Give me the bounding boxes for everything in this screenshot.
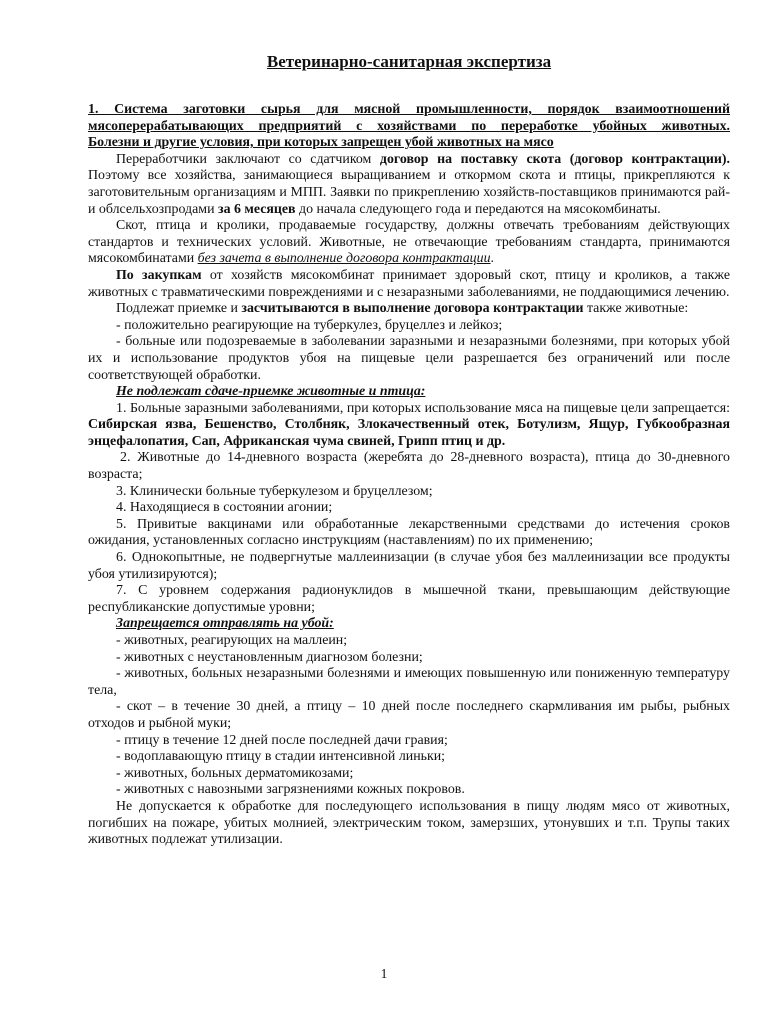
section-heading-line-2: мясоперерабатывающих предприятий с хозяйствами по переработке убойных животных. (88, 118, 730, 134)
list-item: 4. Находящиеся в состоянии агонии; (116, 500, 333, 516)
forbidden-heading: Запрещается отправлять на убой: (116, 616, 334, 632)
list-item: - водоплавающую птицу в стадии интенсивной линьки; (116, 749, 446, 765)
bold-term: договор на поставку скота (договор контрактации). (379, 151, 730, 167)
list-item: - животных, больных незаразными болезнями и имеющих повышенную или пониженную температуру тела, (88, 666, 730, 698)
page-number: 1 (380, 966, 388, 981)
bold-disease-list: Сибирская язва, Бешенство, Столбняк, Злокачественный отек, Ботулизм, Ящур, Губкообразная энцефалопатия, Сап, Африканская чума свиней, Грипп птиц и др. (88, 417, 730, 449)
paragraph-text: Подлежат приемке и (116, 301, 242, 317)
paragraph-text: Скот, птица и кролики, продаваемые государству, должны отвечать требованиям действующих стандартов и технических условий. Животные, не отвечающие требованиям стандарта, принимаются мясокомбинатами (88, 218, 730, 267)
paragraph-text: Переработчики заключают со сдатчиком (116, 151, 380, 167)
list-item: - птицу в течение 12 дней после последней дачи гравия; (116, 732, 448, 748)
list-item: - больные или подозреваемые в заболевании заразными и незаразными болезнями, при которых убой их и использование продуктов убоя на пищевые цели разрешается без ограничений или после соответствующей обработки. (88, 334, 730, 383)
section-heading-line-3: Болезни и другие условия, при которых запрещен убой животных на мясо (88, 135, 554, 151)
list-item (88, 401, 730, 451)
document-title: Ветеринарно-санитарная экспертиза (266, 52, 552, 71)
list-item: - животных, реагирующих на маллеин; (116, 633, 348, 648)
list-item: 7. С уровнем содержания радионуклидов в мышечной ткани, превышающим действующие республиканские допустимые уровни; (88, 583, 730, 615)
underlined-italic-phrase: без зачета в выполнение договора контрактации (197, 251, 491, 267)
not-accepted-heading: Не подлежат сдаче-приемке животные и птица: (116, 384, 426, 400)
paragraph-final: Не допускается к обработке для последующего использования в пищу людям мясо от животных, погибших на пожаре, убитых молнией, электрическим током, замерзших, утонувших и т.п. Трупы таких животных подлежат утилизации. (88, 798, 730, 848)
paragraph-contract (88, 152, 730, 218)
list-item: 3. Клинически больные туберкулезом и бруцеллезом; (116, 483, 433, 499)
list-item: - скот – в течение 30 дней, а птицу – 10 дней после последнего скармливания им рыбы, рыбных отходов и рыбной муки; (88, 699, 730, 731)
bold-term: за 6 месяцев (217, 201, 296, 217)
list-item: - положительно реагирующие на туберкулез, бруцеллез и лейкоз; (116, 317, 503, 333)
list-item: 6. Однокопытные, не подвергнутые маллеинизации (в случае убоя без маллеинизации все продукты убоя утилизируются); (88, 550, 730, 582)
bold-term: По закупкам (116, 267, 202, 283)
paragraph-text: от хозяйств мясокомбинат принимает здоровый скот, птицу и кроликов, а также животных с травматическими повреждениями и с незаразными заболеваниями, не поддающимися лечению. (88, 267, 730, 300)
paragraph-accepted-intro (88, 301, 730, 318)
list-item: - животных с навозными загрязнениями кожных покровов. (116, 782, 465, 798)
document-page (88, 52, 730, 992)
paragraph-purchases (88, 268, 730, 301)
paragraph-text: Поэтому все хозяйства, занимающиеся выращиванием и откормом скота и птицы, прикрепляются к заготовительным организациям и МПП. Заявки по прикреплению хозяйств-поставщиков принимаются рай- и облсельхозпродами (88, 168, 730, 217)
paragraph-text: 1. Больные заразными заболеваниями, при которых использование мяса на пищевые цели запрещается: (116, 400, 730, 416)
list-item: - животных, больных дерматомикозами; (116, 765, 354, 781)
paragraph-standards (88, 218, 730, 268)
list-item: - животных с неустановленным диагнозом болезни; (116, 649, 423, 665)
paragraph-text: . (490, 251, 494, 267)
list-item: 5. Привитые вакцинами или обработанные лекарственными средствами до истечения сроков ожидания, установленных согласно инструкциям (наставлениям) по их применению; (88, 516, 730, 549)
paragraph-text: до начала следующего года и передаются на мясокомбинаты. (295, 201, 661, 217)
list-item: 2. Животные до 14-дневного возраста (жеребята до 28-дневного возраста), птица до 30-дневного возраста; (88, 450, 730, 483)
section-heading-line-1: 1. Система заготовки сырья для мясной промышленности, порядок взаимоотношений (88, 102, 730, 117)
bold-term: засчитываются в выполнение договора контрактации (241, 301, 584, 317)
paragraph-text: также животные: (583, 301, 689, 317)
